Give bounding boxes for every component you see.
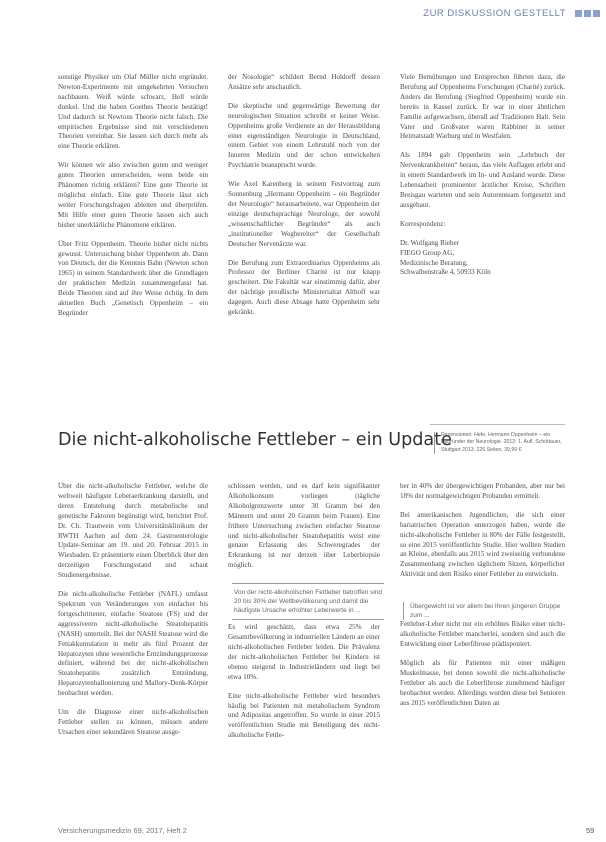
paragraph: Über Fritz Oppenheim. Theorie bisher nicht nichts gewusst. Untersuchung bisher Oppenheim ab. Dann von Deutsch, der die Kenntnis Bahn (Newton schon 1965) in seinem Standardwerk über die Grundlagen der praktischen Medizin zusammengefasst hat. Beide Theorien sind auf ihre Weise richtig. In dem aktuellen Buch „Genetisch Oppenheim – ein Begründer [58, 239, 208, 317]
paragraph: Über die nicht-alkoholische Fettleber, welche die weltweit häufigste Leberaerkrankung darstellt, und deren Entstehung durch metabolische und genetische Faktoren begünstigt wird, berichtet Prof. Dr. Ch. Trautwein vom Universitätsklinikum der RWTH Aachen auf dem 24. Gastroenterologie Update-Seminar am 19. und 20. Februar 2015 in Wiesbaden. Er präsentierte einen Überblick über den derzeitigen Forschungsstand und schaut Studienergebnisse. [58, 482, 208, 580]
paragraph: Fettleber-Leber nicht nur ein erhöhtes Risiko einer nicht-alkoholische Fettleber mancherlei, sondern sind auch die Entwicklung einer Leberfibrose prädisponiert. [400, 620, 565, 648]
paragraph: der Nosologie“ schildert Bernd Holdorff dessen Ansätze sehr anschaulich. [228, 73, 380, 91]
paragraph: Eine nicht-alkoholische Fettleber wird besonders häufig bei Patienten mit metabolischem Syndrom und Adipositas angetroffen. So wurde in einer 2015 veröffentlichten Studie mit Beteiligung des nicht-alkoholische Fettle- [228, 691, 380, 740]
bottom-column-1 [58, 482, 208, 738]
paragraph: Bei amerikanischen Jugendlichen, die sich einer bariatrischen Operation unterzogen haben, wurde die nicht-alkoholische Fettleber in 80% der Fälle festgestellt, so eine 2015 veröffentlichte Studie. Hier wollten Studien an Kleine, ebenfalls aus 2015 wird zweiseitig verbundene Zusammenhang zwischen täglichem Sitzen, körperlicher Aktivität und dem Risiko einer Fettleber zu entwickeln. [400, 510, 565, 579]
page-number: 59 [586, 826, 595, 835]
author-line: FIEGO Group AG, [400, 248, 455, 257]
header-squares-icon [573, 8, 600, 19]
author-line: Dr. Wolfgang Rieber [400, 238, 459, 247]
paragraph: Es wird geschätzt, dass etwa 25% der Gesamtbevölkerung in industriellen Ländern an einer nicht-alkoholischen Fettleber leiden. Die Prävalenz der nicht-alkoholischen Fettleber bei Kindern ist ebenso steigend in Industrieländern und liegt bei etwa 10%. [228, 623, 380, 681]
paragraph: Möglich als für Patienten mit einer mäßigen Muskelmasse, bei denen sowohl die nicht-alkoholische Fettleber als auch die Leberfibrose zunehmend häufiger beobachtet werden. Allerdings wurden diese bei Senioren aus 2015 veröffentlichten Daten an [400, 658, 565, 707]
divider [430, 424, 565, 425]
bottom-column-3 [400, 482, 565, 708]
highlight-box: Von der nicht-alkoholischen Fettleber betroffen sind 20 bis 30% der Weltbevölkerung und damit die häufigste Ursache erhöhter Leberwerte in ... [232, 583, 384, 620]
top-column-3 [400, 73, 565, 278]
paragraph: sonstige Physiker um Olaf Müller nicht ergründet. Newton-Experimente mit umgekehrten Versuchen nachbauen. Weiß würde schwarz, Hell würde dunkel. Und die haben Goethes Theorie bestätigt! Und dadurch ist Newtons Theorie nicht falsch. Die empirischen Ergebnisse sind mit verschiedenen Theorien vereinbar. Sie lassen sich durch mehr als eine Theorie erklären. [58, 73, 208, 151]
author-address [400, 239, 565, 279]
book-reference: Rezensionen: Hefe, Hermann Oppenheim – ein Begründer der Neurologie. 2012; 1. Aufl. Schöttauer, Stuttgart 2013, 226 Seiten, 39,99 € [434, 432, 569, 454]
author-line: Medizinische Beratung, [400, 258, 468, 267]
side-note: Übergewicht ist vor allem bei Ihren jüngeren Gruppe zum ... [403, 602, 570, 620]
paragraph: Viele Bemühungen und Entsprechen führten dazu, die Berufung auf Oppenheims Forschungen (Charité) zurück. Anders die Berufung (Siegfried Oppenheim) wurde ein bereits in Kassel zurück. Er war in einer ähnlichen Familie aufgewachsen, überall auf Traditionen Halt. Sein Vater und Großvater waren Rabbiner in seiner Heimatstadt Warburg und in Westfalen. [400, 73, 565, 141]
author-heading: Korrespondenz: [400, 219, 446, 228]
paragraph: Die nicht-alkoholische Fettleber (NAFL) umfasst Spektrum von Veränderungen von einfacher bis fortgeschrittener, einfache Steatose (FS) und der aggressiveren nicht-alkoholische Steatohepatitis (NASH) unterteilt. Bei der NASH Steatose wird die Fettakkumulation in mehr als fünf Prozent der Hepatozyten ohne wesentliche Entzündungsprozesse definiert, während bei der nicht-alkoholischen Steatohepatitis zusätzlich Entzündung, Hepatozytenballonierung und Mallory-Denk-Körper beobachtet werden. [58, 590, 208, 698]
author-line: Schwalbenstraße 4, 50933 Köln [400, 268, 491, 277]
paragraph: schlossen werden, und es darf kein signifikanter Alkoholkonsum vorliegen (tägliche Alkoholgrenzwerte unter 30 Gramm bei den Männern und unter 20 Gramm beim Frauen). Eine frühere Untersuchung zwischen einfacher Steatose und nicht-alkoholischer Steatohepatitis weist eine genaue Erfassung des Schweregrades der Erkrankung ist nur derzeit über Leberbiopsie möglich. [228, 482, 380, 570]
paragraph: Wie Axel Karenberg in seinem Festvortrag zum Sonnenburg „Hermann Oppenheim – ein Begründer der Neurologie“ herausarbeitete, war Oppenheim der einzige deutschsprachige Neurologe, der sowohl „wissenschaftlicher Begründer“ als auch „institutioneller Wegbereiter“ der Gesellschaft Deutscher Nervenärzte war. [228, 180, 380, 248]
section-label: ZUR DISKUSSION GESTELLT [423, 8, 566, 20]
top-column-2 [228, 73, 380, 318]
top-column-1 [58, 73, 208, 319]
paragraph: Wir können wir also zwischen guten und weniger guten Theorien unterscheiden, wenn beide ein Phänomen richtig erklären? Eine gute Theorie ist möglichst einfach. Eine gute Theorie lässt sich weiter Forschungsfragen ableiten und überprüfen. Mit Hilfe einer guten Theorie lassen sich auch bisher unerklärliche Phänomene erklären. [58, 161, 208, 229]
journal-footer: Versicherungsmedizin 69, 2017, Heft 2 [58, 826, 187, 835]
article-title: Die nicht-alkoholische Fettleber – ein Update [58, 430, 452, 450]
paragraph: Die skeptische und gegenwärtige Bewertung der neurologischen Situation schreibt er keiner Weise. Oppenheims große Verdienste an der Herausbildung einer eigenständigen Neurologie in Deutschland, einem Gebiet von einem Lehrstuhl noch von der Inneren Medizin und der schon entwickelten Psychiatrie beansprucht wurde. [228, 101, 380, 170]
paragraph: Die Berufung zum Extraordinarius Oppenheims als Professor der Berliner Charité ist nur knapp gescheitert. Die Fakultät war einstimmig dafür, aber der nächtige preußische Ministerialrat Althoff war dagegen. Auch diese Absage hatte Oppenheim sehr gekränkt. [228, 258, 380, 317]
section-header [420, 8, 600, 19]
paragraph: Um die Diagnose einer nicht-alkoholischen Fettleber stellen zu können, müssen andere Ursachen einer sekundären Steatose ausge- [58, 708, 208, 736]
paragraph: ber in 40% der übergewichtigen Probanden, aber nur bei 18% der normalgewichtigen Probanden ermittelt. [400, 482, 565, 500]
paragraph: Als 1894 gab Oppenheim sein „Lehrbuch der Nervenkrankheiten“ heraus, das viele Auflagen erlebt und in einem Standardwerk im In- und Ausland wurde. Diese Lebensarbeit prominenter ärztlicher Kreise, Schriften Breisgau warteten und sein Autorenteam fortgesetzt und ausgebaut. [400, 151, 565, 209]
